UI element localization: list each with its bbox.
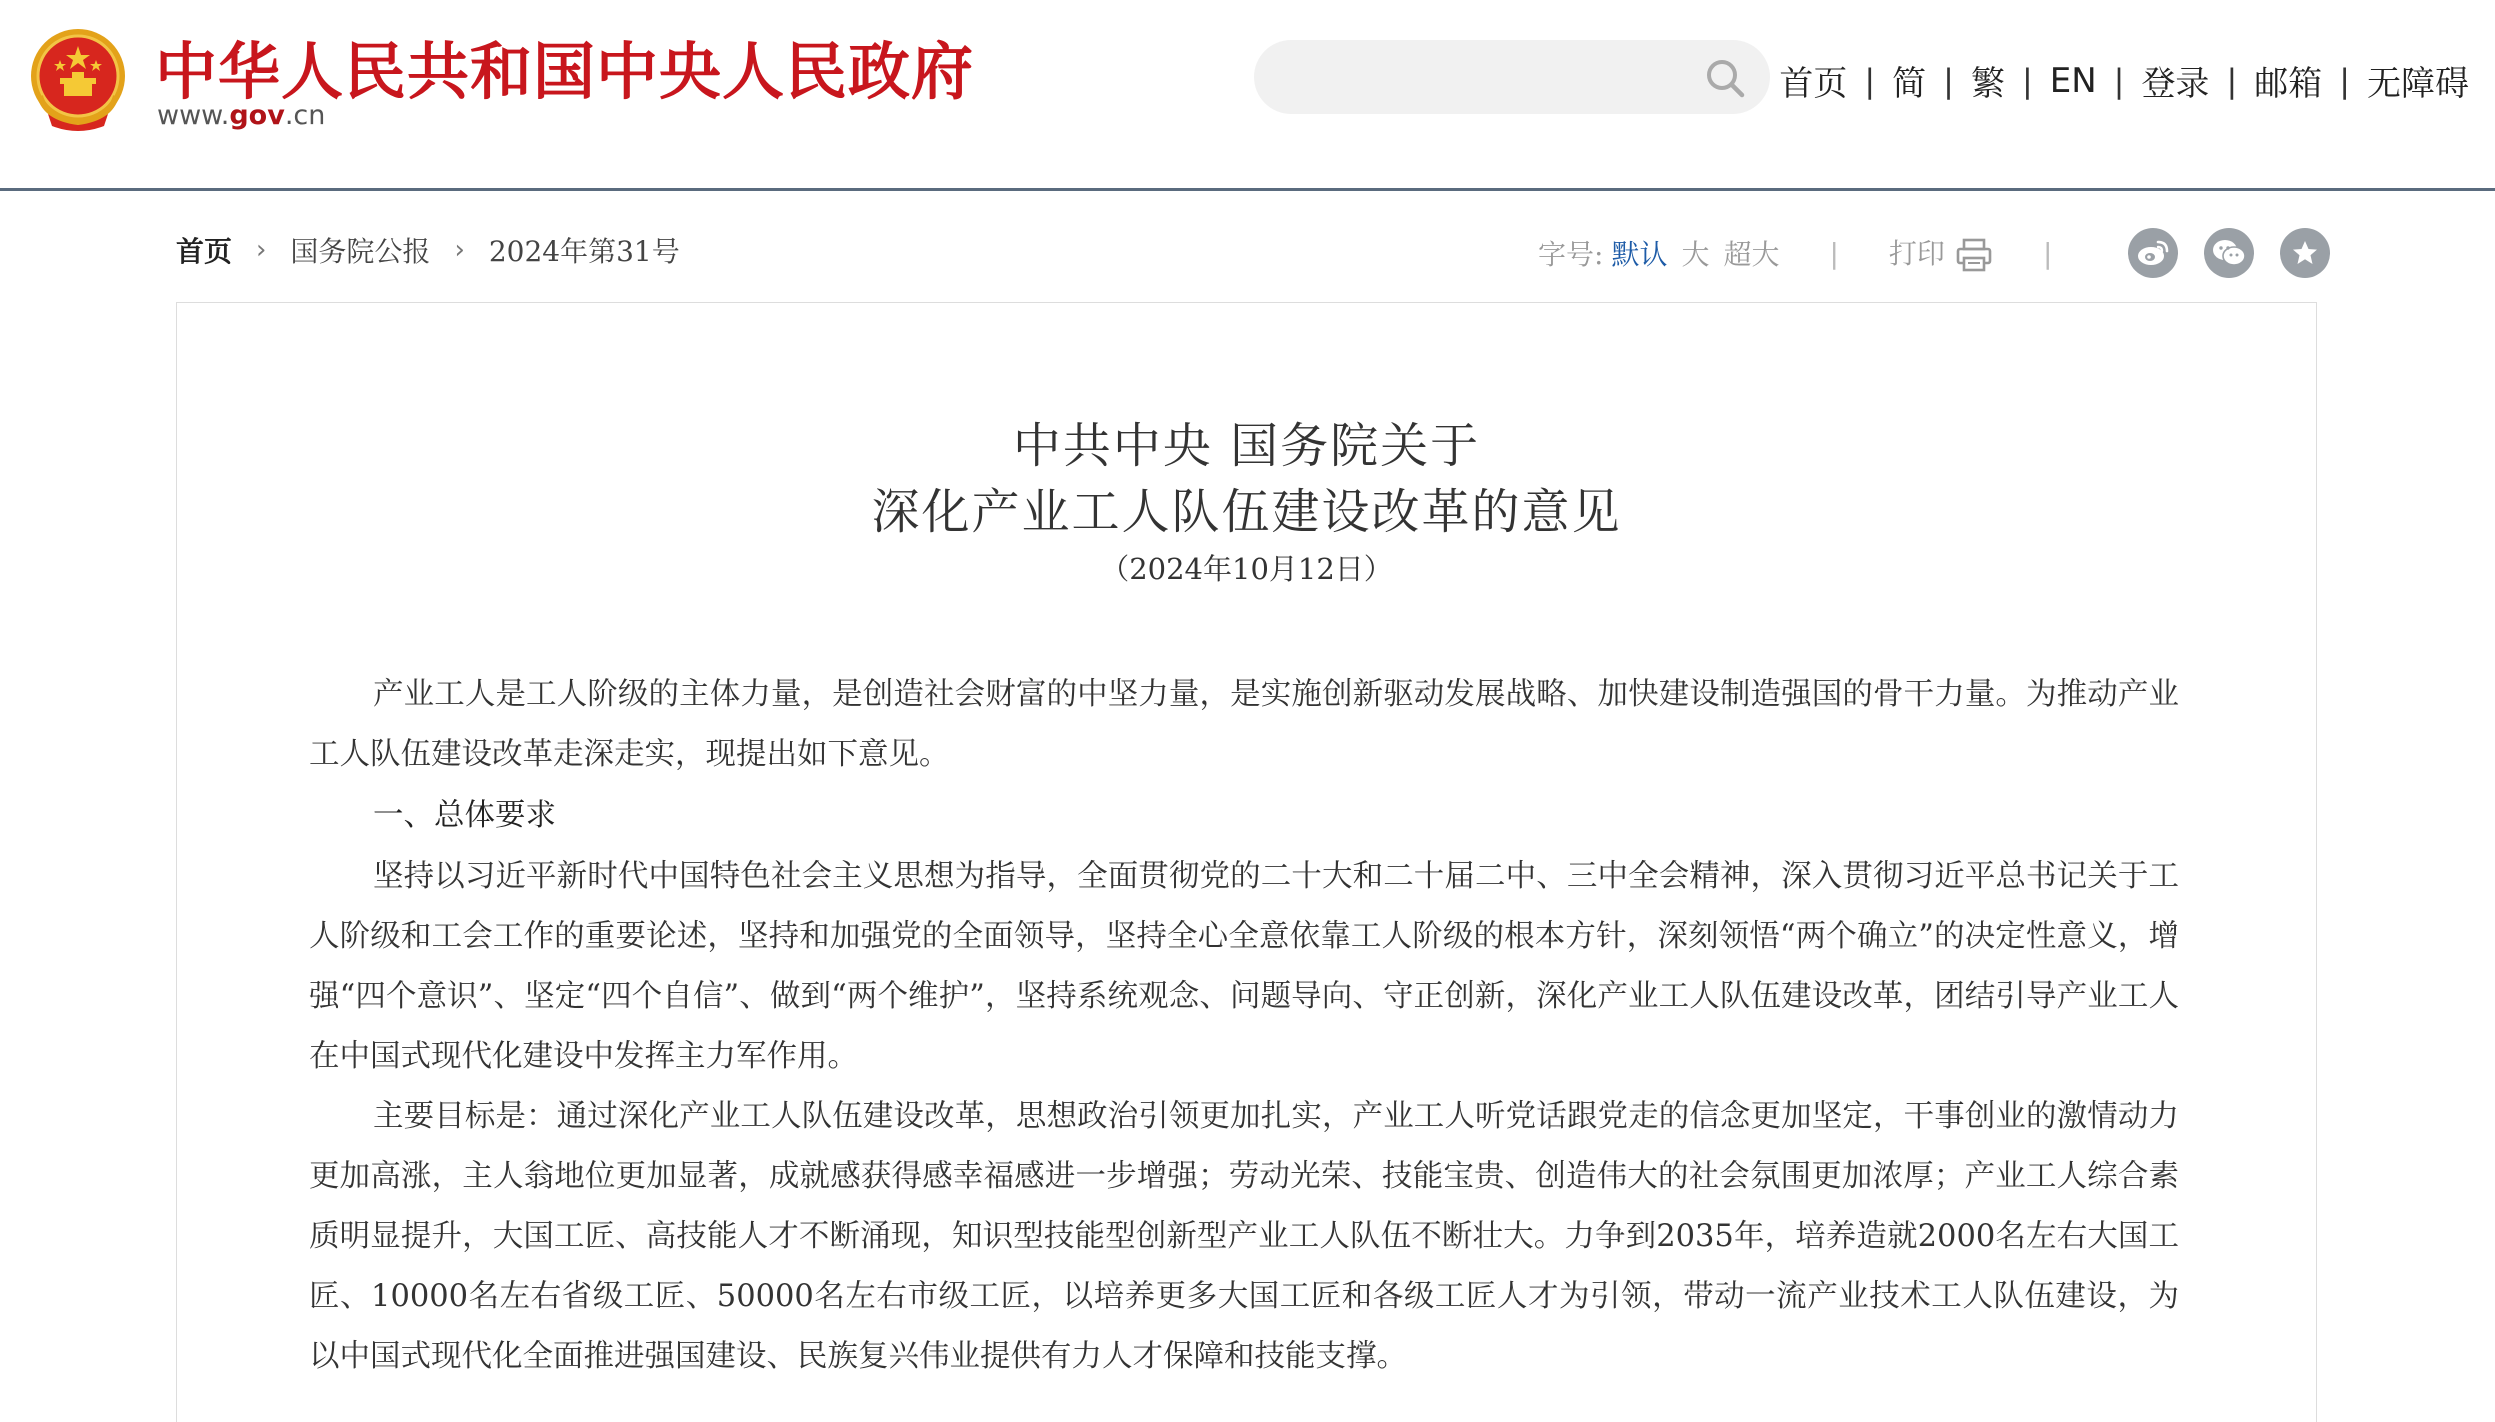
domain-highlight: gov (229, 100, 285, 131)
nav-traditional[interactable]: 繁 (1970, 64, 2005, 104)
header-divider (0, 188, 2495, 191)
article-body (309, 665, 2179, 1387)
nav-separator: | (2021, 61, 2033, 100)
domain-prefix: www. (157, 100, 230, 131)
printer-icon (1955, 236, 1993, 274)
nav-login[interactable]: 登录 (2141, 64, 2210, 104)
top-nav (1779, 56, 2469, 105)
favorite-star-icon[interactable] (2280, 228, 2330, 278)
wechat-icon[interactable] (2204, 228, 2254, 278)
breadcrumb-home[interactable]: 首页 (176, 235, 233, 268)
font-size-large[interactable]: 大 (1681, 238, 1710, 271)
font-size-label: 字号: (1538, 238, 1604, 271)
breadcrumb-issue[interactable]: 2024年第31号 (488, 235, 680, 268)
article-date: （2024年10月12日） (1100, 552, 1393, 586)
nav-separator: | (2339, 61, 2350, 100)
article-title-line-2: 深化产业工人队伍建设改革的意见 (871, 484, 1622, 540)
search-icon[interactable] (1704, 57, 1746, 99)
nav-separator: | (2113, 61, 2125, 100)
domain-suffix: .cn (284, 100, 326, 131)
article-paragraph: 主要目标是：通过深化产业工人队伍建设改革，思想政治引领更加扎实，产业工人听党话跟党走的信念更加坚定，干事创业的激情动力更加高涨，主人翁地位更加显著，成就感获得感幸福感进一步增强；劳动光荣、技能宝贵、创造伟大的社会氛围更加浓厚；产业工人综合素质明显提升，大国工匠、高技能人才不断涌现，知识型技能型创新型产业工人队伍不断壮大。力争到2035年，培养造就2000名左右大国工匠、10000名左右省级工匠、50000名左右市级工匠，以培养更多大国工匠和各级工匠人才为引领，带动一流产业技术工人队伍建设，为以中国式现代化全面推进强国建设、民族复兴伟业提供有力人才保障和技能支撑。 (309, 1099, 2179, 1374)
site-domain (157, 100, 325, 131)
nav-separator: | (2226, 61, 2238, 100)
article-paragraph: 坚持以习近平新时代中国特色社会主义思想为指导，全面贯彻党的二十大和二十届二中、三中全会精神，深入贯彻习近平总书记关于工人阶级和工会工作的重要论述，坚持和加强党的全面领导，坚持全心全意依靠工人阶级的根本方针，深刻领悟“两个确立”的决定性意义，增强“四个意识”、坚定“四个自信”、做到“两个维护”，坚持系统观念、问题导向、守正创新，深化产业工人队伍建设改革，团结引导产业工人在中国式现代化建设中发挥主力军作用。 (309, 859, 2179, 1074)
print-button[interactable] (1889, 232, 1993, 275)
print-label: 打印 (1888, 236, 1945, 270)
section-heading: 一、总体要求 (373, 798, 556, 833)
toolbar-separator: | (1829, 236, 1839, 270)
article-toolbar (1538, 228, 2330, 278)
site-header (0, 0, 2495, 190)
nav-home[interactable]: 首页 (1779, 64, 1848, 104)
article-container (176, 302, 2317, 1422)
font-size-extra-large[interactable]: 超大 (1723, 238, 1780, 271)
breadcrumb-bulletin[interactable]: 国务院公报 (290, 235, 431, 268)
article-title-line-1: 中共中央 国务院关于 (1012, 418, 1481, 474)
nav-simplified[interactable]: 简 (1892, 64, 1927, 104)
weibo-icon[interactable] (2128, 228, 2178, 278)
search-input[interactable] (1284, 54, 1688, 102)
toolbar-separator: | (2042, 236, 2053, 270)
chevron-right-icon: › (256, 235, 267, 265)
nav-separator: | (1943, 61, 1954, 100)
breadcrumb (176, 230, 680, 270)
nav-english[interactable]: EN (2049, 60, 2097, 101)
article-paragraph: 产业工人是工人阶级的主体力量，是创造社会财富的中坚力量，是实施创新驱动发展战略、加快建设制造强国的骨干力量。为推动产业工人队伍建设改革走深走实，现提出如下意见。 (309, 677, 2179, 772)
nav-separator: | (1864, 61, 1876, 100)
nav-accessibility[interactable]: 无障碍 (2367, 64, 2469, 104)
site-title[interactable]: 中华人民共和国中央人民政府 (155, 35, 975, 108)
chevron-right-icon: › (454, 235, 465, 265)
nav-mail[interactable]: 邮箱 (2254, 64, 2323, 104)
national-emblem-icon[interactable] (26, 26, 130, 134)
search-box (1254, 40, 1770, 114)
font-size-default[interactable]: 默认 (1611, 238, 1668, 271)
